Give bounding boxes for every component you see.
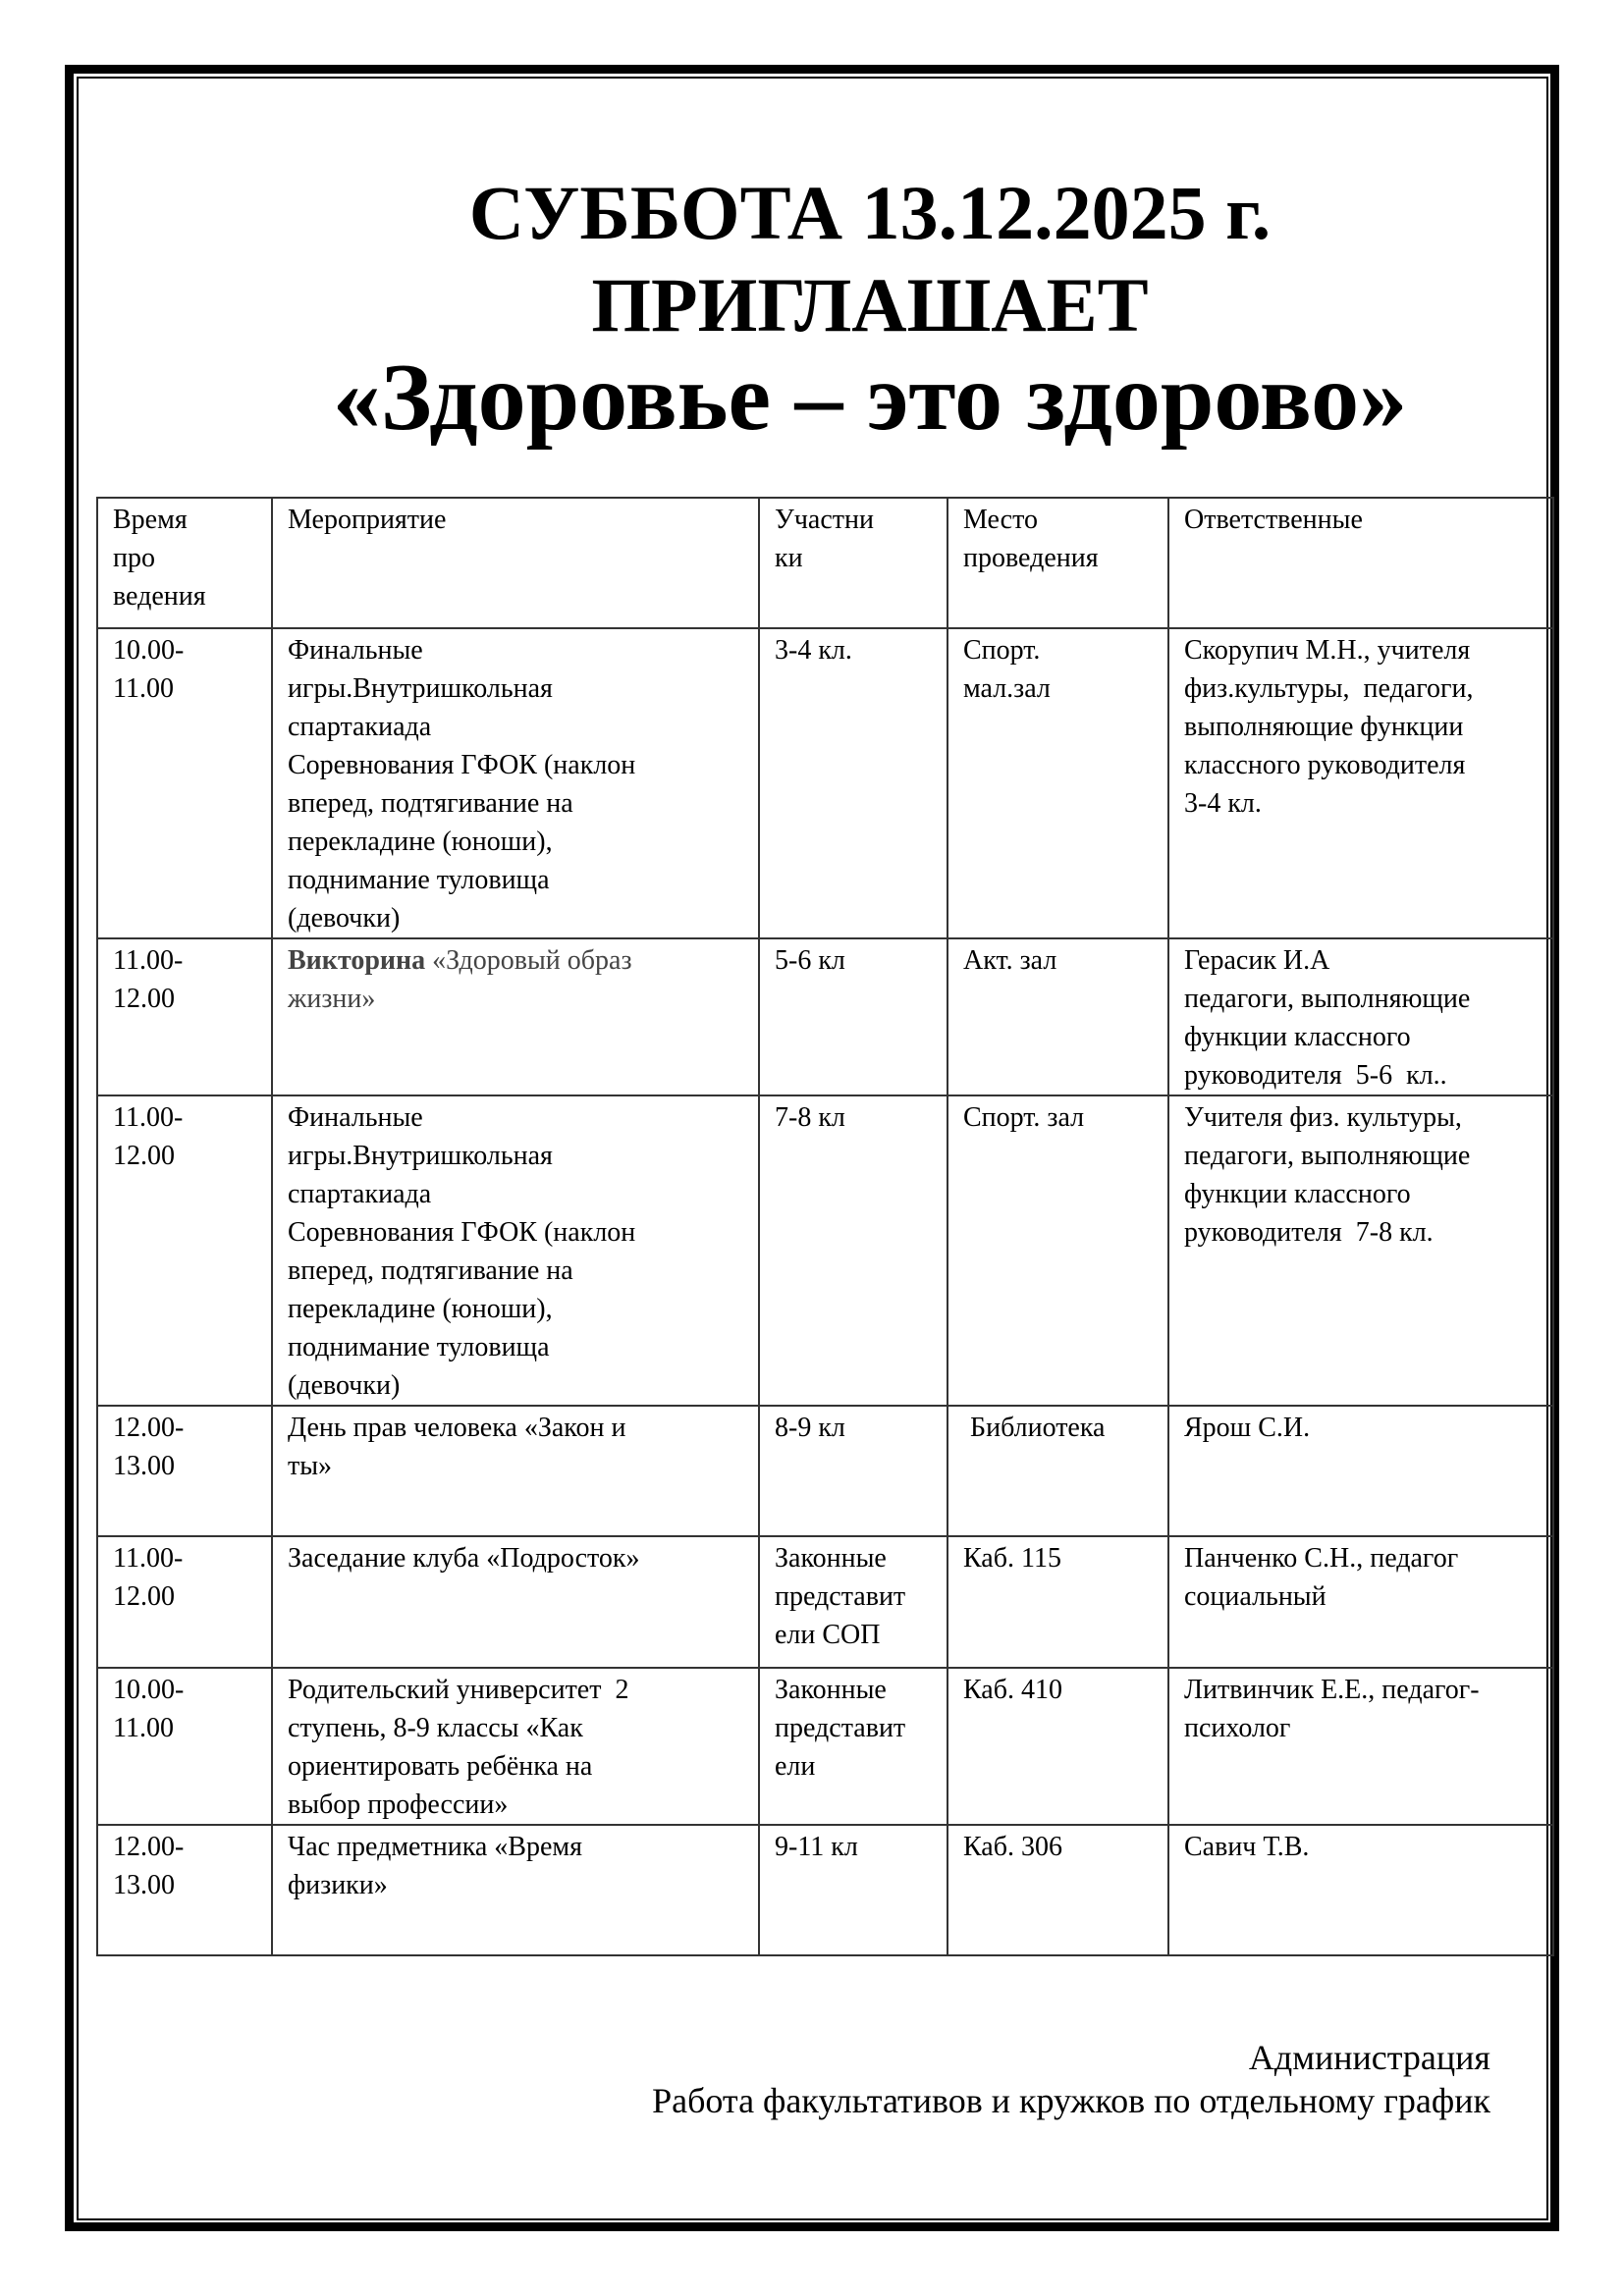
cell-event-line: спартакиада (288, 712, 432, 742)
header-time (97, 498, 272, 628)
cell-event (272, 938, 759, 1095)
cell-event (272, 1825, 759, 1955)
header-time-line: Время (113, 505, 188, 535)
cell-place-line: Библиотека (963, 1413, 1106, 1443)
cell-participants-line: Законные (775, 1675, 887, 1705)
cell-responsible-line: руководителя 7-8 кл. (1184, 1217, 1434, 1248)
cell-participants (759, 1536, 947, 1668)
header-place-line: проведения (963, 543, 1099, 573)
cell-place-line: мал.зал (963, 673, 1051, 704)
cell-place (947, 1095, 1168, 1406)
cell-participants-line: 5-6 кл (775, 945, 845, 976)
cell-event (272, 628, 759, 938)
cell-responsible-line: физ.культуры, педагоги, (1184, 673, 1474, 704)
cell-time-line: 10.00- (113, 1675, 185, 1705)
header-event-line: Мероприятие (288, 505, 447, 535)
cell-participants-line: Законные (775, 1543, 887, 1574)
cell-time-line: 12.00- (113, 1832, 185, 1862)
cell-place (947, 1536, 1168, 1668)
cell-event-line: ориентировать ребёнка на (288, 1751, 593, 1782)
cell-place (947, 628, 1168, 938)
cell-participants (759, 628, 947, 938)
cell-participants-line: 7-8 кл (775, 1102, 845, 1133)
cell-time-line: 11.00 (113, 673, 174, 704)
cell-event-line: перекладине (юноши), (288, 827, 553, 857)
cell-place-line: Каб. 306 (963, 1832, 1062, 1862)
table-row (97, 628, 1553, 938)
cell-time-line: 12.00 (113, 1581, 175, 1612)
cell-time-line: 13.00 (113, 1870, 175, 1900)
cell-time (97, 938, 272, 1095)
cell-event-line: вперед, подтягивание на (288, 788, 573, 819)
header-responsible-line: Ответственные (1184, 505, 1363, 535)
cell-responsible (1168, 1825, 1553, 1955)
cell-responsible-line: классного руководителя (1184, 750, 1466, 780)
table-row (97, 1406, 1553, 1536)
cell-event-line: спартакиада (288, 1179, 432, 1209)
cell-time-line: 13.00 (113, 1451, 175, 1481)
header-time-line: про (113, 543, 155, 573)
table-row (97, 1825, 1553, 1955)
cell-participants (759, 1406, 947, 1536)
cell-participants-line: 9-11 кл (775, 1832, 858, 1862)
cell-event-line: поднимание туловища (288, 1332, 550, 1362)
cell-responsible-line: функции классного (1184, 1022, 1411, 1052)
cell-participants-line: ели (775, 1751, 816, 1782)
cell-responsible-line: Герасик И.А (1184, 945, 1330, 976)
cell-participants-line: 3-4 кл. (775, 635, 852, 666)
title-date: СУББОТА 13.12.2025 г. (468, 170, 1272, 255)
footer-note: Работа факультативов и кружков по отдельному график (652, 2081, 1490, 2120)
cell-responsible (1168, 1668, 1553, 1825)
cell-time (97, 1536, 272, 1668)
table-row (97, 938, 1553, 1095)
cell-event-line: Заседание клуба «Подросток» (288, 1543, 640, 1574)
cell-responsible-line: Литвинчик Е.Е., педагог- (1184, 1675, 1480, 1705)
header-responsible (1168, 498, 1553, 628)
cell-responsible-line: руководителя 5-6 кл.. (1184, 1060, 1447, 1091)
cell-event-line: Финальные (288, 635, 423, 666)
cell-event-line: перекладине (юноши), (288, 1294, 553, 1324)
cell-place-line: Спорт. зал (963, 1102, 1085, 1133)
header-time-line: ведения (113, 581, 206, 612)
cell-responsible-line: функции классного (1184, 1179, 1411, 1209)
cell-time (97, 1668, 272, 1825)
cell-time-line: 11.00- (113, 1102, 184, 1133)
cell-event-line: выбор профессии» (288, 1789, 509, 1820)
cell-place (947, 1668, 1168, 1825)
header-place-line: Место (963, 505, 1038, 535)
cell-responsible-line: Савич Т.В. (1184, 1832, 1310, 1862)
cell-place (947, 1406, 1168, 1536)
cell-responsible-line: выполняющие функции (1184, 712, 1464, 742)
event-title: «Здоровый образ (425, 945, 632, 976)
cell-event-line: Родительский университет 2 (288, 1675, 629, 1705)
cell-place-line: Спорт. (963, 635, 1041, 666)
cell-participants (759, 1825, 947, 1955)
table-row (97, 1536, 1553, 1668)
cell-event (272, 1406, 759, 1536)
cell-responsible-line: социальный (1184, 1581, 1326, 1612)
cell-participants-line: представит (775, 1581, 906, 1612)
cell-responsible-line: педагоги, выполняющие (1184, 984, 1471, 1014)
cell-responsible-line: психолог (1184, 1713, 1291, 1743)
cell-responsible-line: Скорупич М.Н., учителя (1184, 635, 1471, 666)
cell-participants-line: ели СОП (775, 1620, 881, 1650)
table-row (97, 1668, 1553, 1825)
header-event (272, 498, 759, 628)
header-participants-line: ки (775, 543, 803, 573)
cell-responsible-line: педагоги, выполняющие (1184, 1141, 1471, 1171)
cell-event-line: Час предметника «Время (288, 1832, 583, 1862)
cell-time (97, 1825, 272, 1955)
cell-event-line: игры.Внутришкольная (288, 1141, 553, 1171)
title-event-name: «Здоровье – это здорово» (332, 345, 1408, 451)
cell-responsible (1168, 938, 1553, 1095)
cell-event-line: жизни» (288, 984, 376, 1014)
cell-responsible-line: Ярош С.И. (1184, 1413, 1311, 1443)
cell-event-line: Финальные (288, 1102, 423, 1133)
footer-signature: Администрация (1248, 2038, 1490, 2077)
cell-event-line: ступень, 8-9 классы «Как (288, 1713, 583, 1743)
event-bold-label: Викторина (288, 945, 426, 976)
cell-responsible (1168, 628, 1553, 938)
table-row (97, 1095, 1553, 1406)
cell-event (272, 1668, 759, 1825)
cell-event (272, 1536, 759, 1668)
cell-event-line (288, 941, 748, 980)
title-invites: ПРИГЛАШАЕТ (591, 262, 1149, 347)
cell-place-line: Акт. зал (963, 945, 1057, 976)
cell-time (97, 628, 272, 938)
cell-place (947, 938, 1168, 1095)
table-header-row (97, 498, 1553, 628)
cell-responsible-line: Панченко С.Н., педагог (1184, 1543, 1459, 1574)
cell-event-line: Соревнования ГФОК (наклон (288, 750, 636, 780)
cell-event (272, 1095, 759, 1406)
cell-participants-line: 8-9 кл (775, 1413, 845, 1443)
cell-time-line: 12.00 (113, 1141, 175, 1171)
cell-time (97, 1095, 272, 1406)
header-place (947, 498, 1168, 628)
header-participants-line: Участни (775, 505, 874, 535)
cell-event-line: (девочки) (288, 1370, 401, 1401)
cell-participants-line: представит (775, 1713, 906, 1743)
cell-responsible (1168, 1536, 1553, 1668)
cell-event-line: игры.Внутришкольная (288, 673, 553, 704)
header-participants (759, 498, 947, 628)
cell-responsible-line: 3-4 кл. (1184, 788, 1262, 819)
cell-time-line: 12.00- (113, 1413, 185, 1443)
cell-place-line: Каб. 410 (963, 1675, 1062, 1705)
cell-event-line: вперед, подтягивание на (288, 1255, 573, 1286)
cell-time (97, 1406, 272, 1536)
schedule-table (96, 497, 1554, 1956)
cell-time-line: 11.00- (113, 945, 184, 976)
cell-event-line: поднимание туловища (288, 865, 550, 895)
cell-event-line: физики» (288, 1870, 388, 1900)
cell-participants (759, 1668, 947, 1825)
cell-time-line: 11.00- (113, 1543, 184, 1574)
cell-place (947, 1825, 1168, 1955)
cell-responsible (1168, 1406, 1553, 1536)
cell-event-line: (девочки) (288, 903, 401, 934)
cell-event-line: ты» (288, 1451, 333, 1481)
cell-event-line: День прав человека «Закон и (288, 1413, 626, 1443)
cell-participants (759, 1095, 947, 1406)
cell-responsible (1168, 1095, 1553, 1406)
cell-time-line: 10.00- (113, 635, 185, 666)
cell-place-line: Каб. 115 (963, 1543, 1061, 1574)
cell-time-line: 11.00 (113, 1713, 174, 1743)
cell-participants (759, 938, 947, 1095)
cell-responsible-line: Учителя физ. культуры, (1184, 1102, 1462, 1133)
cell-time-line: 12.00 (113, 984, 175, 1014)
cell-event-line: Соревнования ГФОК (наклон (288, 1217, 636, 1248)
